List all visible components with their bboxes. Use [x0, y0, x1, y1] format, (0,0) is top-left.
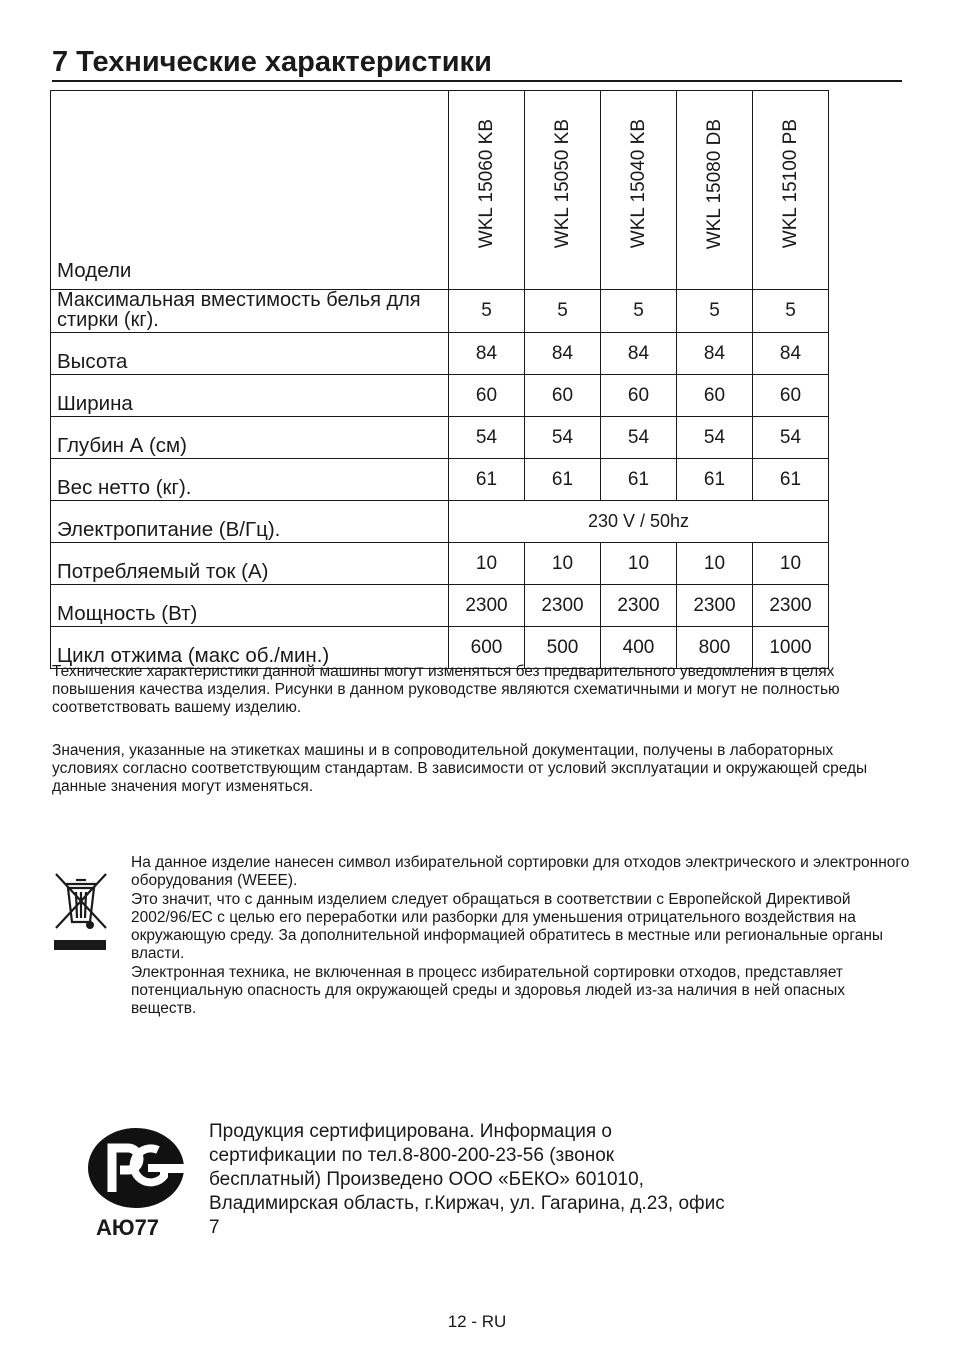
- table-row: [51, 585, 829, 627]
- models-label: Модели: [51, 91, 449, 290]
- weee-paragraph: Электронная техника, не включенная в процесс избирательной сортировки отходов, представляет потенциальную опасность для окружающей среды и здоровья людей из-за наличия в ней опасных веществ.: [131, 963, 845, 1018]
- table-row: [51, 501, 829, 543]
- row-label: Максимальная вместимость белья для стирки (кг).: [51, 290, 449, 333]
- model-header: WKL 15100 PB: [753, 91, 829, 290]
- table-row: [51, 290, 829, 333]
- cell-value: 500: [525, 627, 601, 669]
- table-row: [51, 459, 829, 501]
- cell-value: 61: [601, 459, 677, 501]
- note-paragraph: Технические характеристики данной машины могут изменяться без предварительного уведомления в целях повышения качества изделия. Рисунки в данном руководстве являются схематичными и могут не полностью соответствовать вашему изделию.: [52, 663, 840, 716]
- cell-value: 61: [449, 459, 525, 501]
- model-header: WKL 15050 KB: [525, 91, 601, 290]
- rst-certification-logo: [86, 1126, 186, 1240]
- rst-logo-code: АЮ77: [96, 1215, 160, 1240]
- cell-value: 5: [449, 290, 525, 333]
- crossed-bin-icon: [52, 870, 110, 952]
- model-header: WKL 15040 KB: [601, 91, 677, 290]
- cell-value: 5: [525, 290, 601, 333]
- row-label: Потребляемый ток (А): [51, 543, 449, 585]
- table-header-row: [51, 91, 829, 290]
- cell-value: 10: [677, 543, 753, 585]
- cell-value: 84: [525, 333, 601, 375]
- cell-value: 84: [753, 333, 829, 375]
- cell-value: 600: [449, 627, 525, 669]
- row-label: Цикл отжима (макс об./мин.): [51, 627, 449, 669]
- cell-value: 61: [677, 459, 753, 501]
- cell-value: 2300: [601, 585, 677, 627]
- table-row: [51, 333, 829, 375]
- cell-value: 5: [601, 290, 677, 333]
- model-header: WKL 15080 DB: [677, 91, 753, 290]
- row-label: Высота: [51, 333, 449, 375]
- cell-value: 84: [677, 333, 753, 375]
- page-number: 12 - RU: [447, 1312, 507, 1331]
- cell-value: 54: [677, 417, 753, 459]
- cell-value: 10: [525, 543, 601, 585]
- cell-value: 5: [677, 290, 753, 333]
- cell-value: 61: [753, 459, 829, 501]
- cell-value: 60: [449, 375, 525, 417]
- cell-value: 60: [753, 375, 829, 417]
- cell-value: 54: [525, 417, 601, 459]
- cell-value: 400: [601, 627, 677, 669]
- spec-table: [50, 90, 829, 669]
- cell-value: 61: [525, 459, 601, 501]
- certification-text: Продукция сертифицирована. Информация о сертификации по тел.8-800-200-23-56 (звонок бесплатный) Произведено ООО «БЕКО» 601010, Владимирская область, г.Киржач, ул. Гагарина, д.23, офис 7: [209, 1121, 725, 1238]
- cell-value: 10: [601, 543, 677, 585]
- row-label: Ширина: [51, 375, 449, 417]
- table-row: [51, 543, 829, 585]
- cell-value: 84: [449, 333, 525, 375]
- row-label: Мощность (Вт): [51, 585, 449, 627]
- cell-value: 54: [449, 417, 525, 459]
- row-label: Глубин А (см): [51, 417, 449, 459]
- cell-value: 54: [753, 417, 829, 459]
- cell-value: 2300: [677, 585, 753, 627]
- table-row: [51, 417, 829, 459]
- weee-paragraph: Это значит, что с данным изделием следует обращаться в соответствии с Европейской Директивой 2002/96/ЕС с целью его переработки или разборки для уменьшения отрицательного воздействия на окружающую среду. За дополнительной информацией обратитесь в местные или региональные органы власти.: [131, 890, 884, 963]
- cell-value: 2300: [449, 585, 525, 627]
- table-row: [51, 375, 829, 417]
- model-header: WKL 15060 KB: [449, 91, 525, 290]
- cell-value: 54: [601, 417, 677, 459]
- weee-paragraph: На данное изделие нанесен символ избирательной сортировки для отходов электрического и электронного оборудования (WEEE).: [131, 854, 910, 890]
- cell-value-merged: 230 V / 50hz: [449, 501, 829, 543]
- cell-value: 800: [677, 627, 753, 669]
- cell-value: 10: [753, 543, 829, 585]
- page-title: 7 Технические характеристики: [52, 44, 902, 82]
- note-paragraph: Значения, указанные на этикетках машины и в сопроводительной документации, получены в лабораторных условиях согласно соответствующим стандартам. В зависимости от условий эксплуатации и окружающей среды данные значения могут изменяться.: [52, 742, 868, 795]
- cell-value: 60: [525, 375, 601, 417]
- cell-value: 2300: [753, 585, 829, 627]
- cell-value: 10: [449, 543, 525, 585]
- cell-value: 60: [601, 375, 677, 417]
- row-label: Вес нетто (кг).: [51, 459, 449, 501]
- cell-value: 84: [601, 333, 677, 375]
- cell-value: 1000: [753, 627, 829, 669]
- weee-info: [131, 854, 911, 1019]
- cell-value: 5: [753, 290, 829, 333]
- cell-value: 2300: [525, 585, 601, 627]
- rst-certification-icon: [86, 1126, 186, 1212]
- row-label: Электропитание (В/Гц).: [51, 501, 449, 543]
- cell-value: 60: [677, 375, 753, 417]
